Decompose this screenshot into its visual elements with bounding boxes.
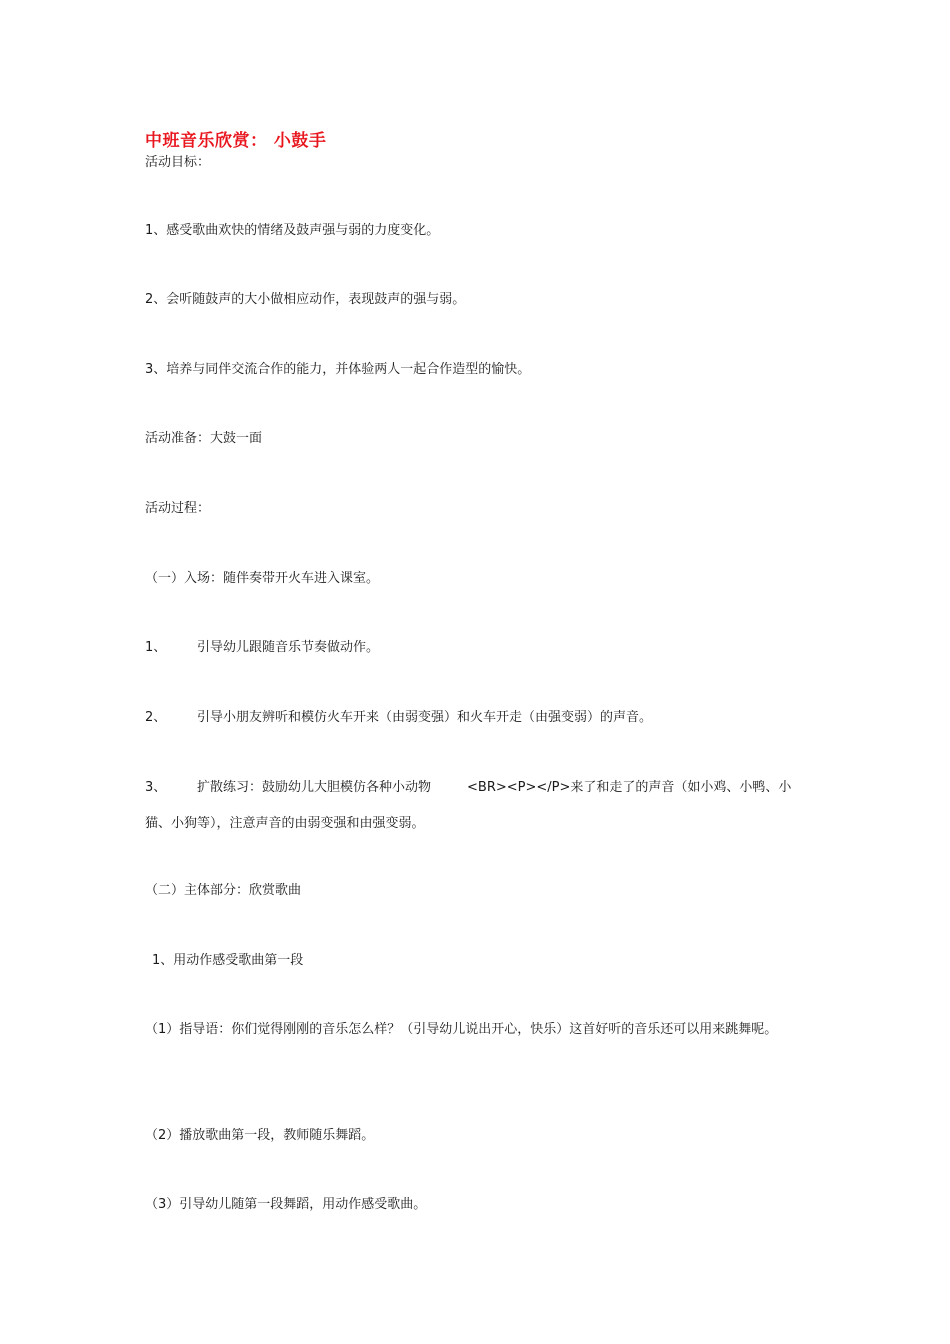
- part1-step-3: [145, 770, 810, 842]
- preparation-line: 活动准备：大鼓一面: [145, 431, 263, 446]
- step-number: 3、: [145, 780, 167, 795]
- step-number: 2、: [145, 710, 167, 725]
- step-number: 1、: [145, 640, 167, 655]
- objective-1: 1、感受歌曲欢快的情绪及鼓声强与弱的力度变化。: [145, 223, 440, 238]
- step-text: 引导小朋友辨听和模仿火车开来（由弱变强）和火车开走（由强变弱）的声音。: [197, 710, 653, 725]
- step-text: 引导幼儿跟随音乐节奏做动作。: [197, 640, 380, 655]
- part1-step-1: [145, 638, 379, 658]
- document-title: 中班音乐欣赏： 小鼓手: [145, 131, 327, 151]
- part1-heading: （一）入场：随伴奏带开火车进入课室。: [145, 571, 380, 586]
- part2-heading: （二）主体部分：欣赏歌曲: [145, 883, 302, 898]
- step-text: 扩散练习：鼓励幼儿大胆模仿各种小动物: [197, 780, 432, 795]
- objectives-heading: 活动目标：: [145, 155, 211, 170]
- part2-subheading: 1、用动作感受歌曲第一段: [152, 953, 304, 968]
- part2-item-3: （3）引导幼儿随第一段舞蹈，用动作感受歌曲。: [145, 1197, 427, 1212]
- step-text-continued: <BR><P></P>来了和走了的声音（如小鸡、小鸭、小猫、小狗等），注意声音的由弱变强和由强变弱。: [145, 780, 792, 831]
- objective-3: 3、培养与同伴交流合作的能力，并体验两人一起合作造型的愉快。: [145, 362, 531, 377]
- objective-2: 2、会听随鼓声的大小做相应动作，表现鼓声的强与弱。: [145, 292, 466, 307]
- process-heading: 活动过程：: [145, 501, 211, 516]
- part1-step-2: [145, 708, 652, 728]
- part2-item-1: （1）指导语：你们觉得刚刚的音乐怎么样？（引导幼儿说出开心，快乐）这首好听的音乐还可以用来跳舞呢。: [145, 1022, 778, 1037]
- part2-item-2: （2）播放歌曲第一段，教师随乐舞蹈。: [145, 1128, 375, 1143]
